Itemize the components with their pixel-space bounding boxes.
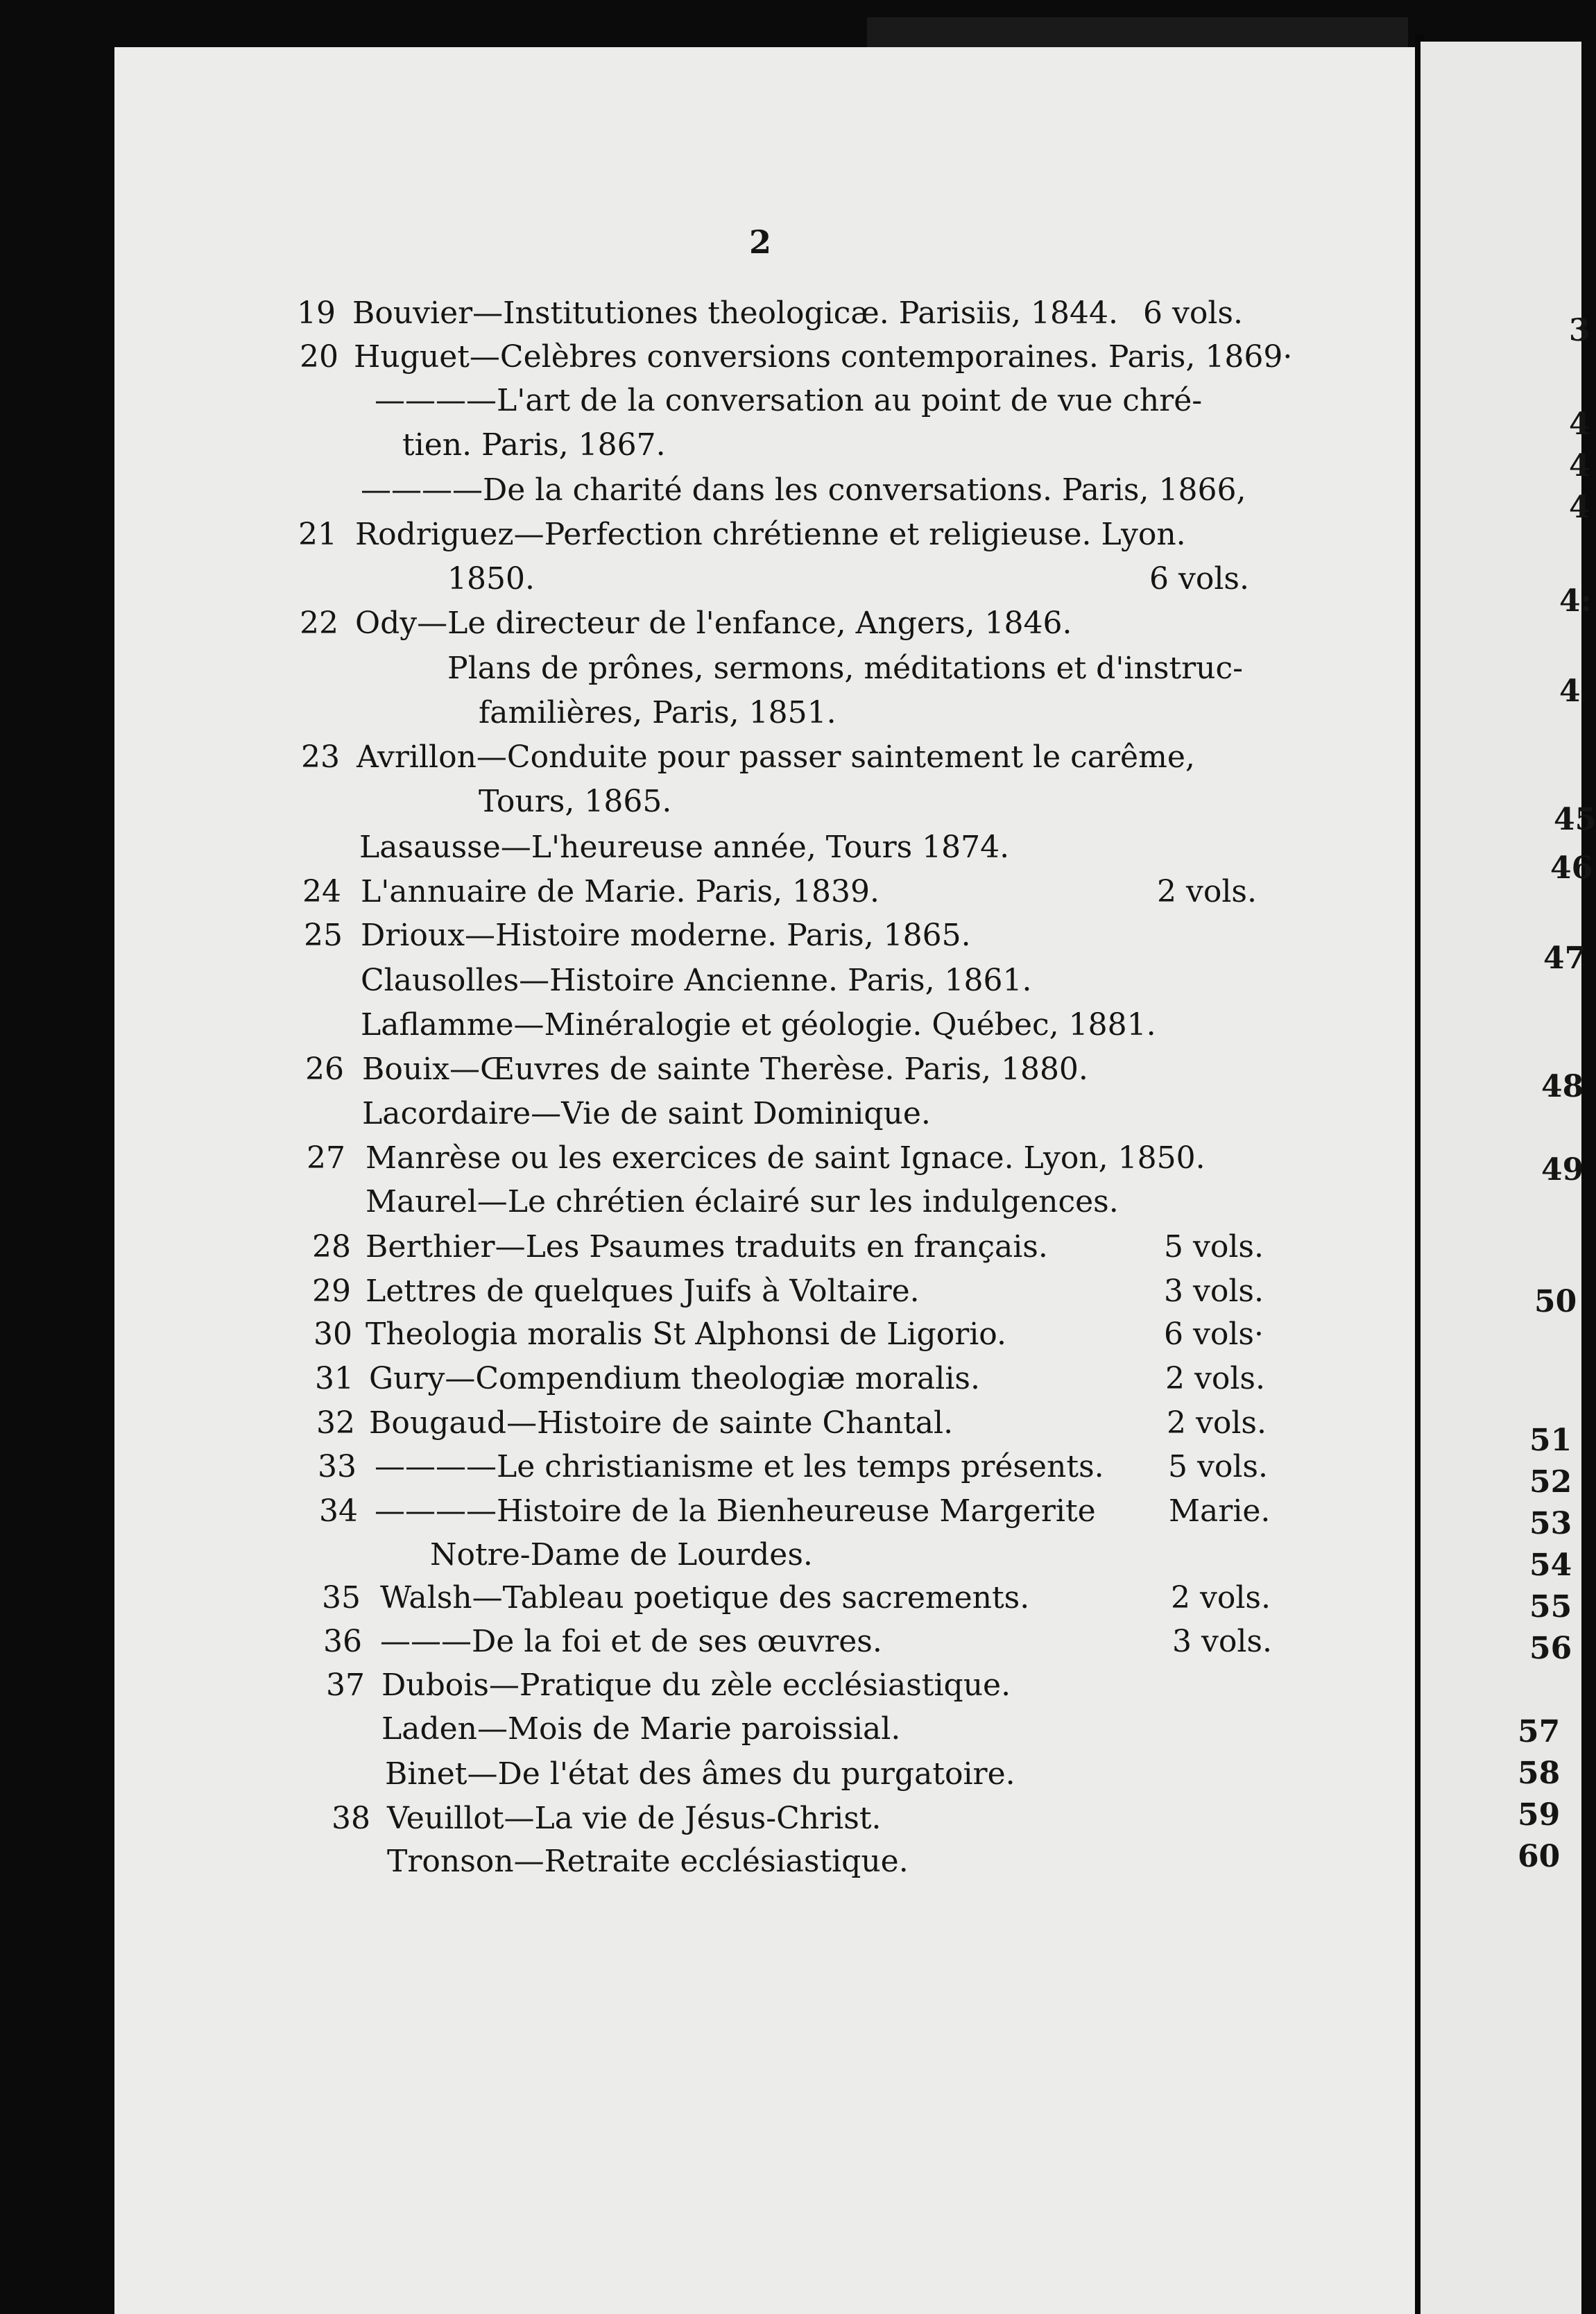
entry-number: 20 xyxy=(300,339,338,375)
entry-number: 35 xyxy=(322,1580,361,1615)
entry-text: ————Le christianisme et les temps présents. xyxy=(375,1449,1104,1484)
right-page-entry-number: 4 xyxy=(1569,448,1590,483)
entry-text: Gury—Compendium theologiæ moralis. xyxy=(369,1361,980,1396)
right-page-entry-number: 52 xyxy=(1529,1464,1572,1500)
entry-number: 37 xyxy=(326,1668,365,1703)
entry-number: 33 xyxy=(318,1449,357,1484)
entry-number: 22 xyxy=(300,606,338,641)
entry-number: 28 xyxy=(312,1229,351,1265)
entry-number: 25 xyxy=(304,918,343,953)
right-page-entry-number: 4: xyxy=(1559,583,1592,619)
entry-text: familières, Paris, 1851. xyxy=(479,695,836,730)
entry-text: Rodriguez—Perfection chrétienne et religieuse. Lyon. xyxy=(355,517,1186,552)
entry-number: 34 xyxy=(319,1493,358,1529)
entry-volumes: 2 vols. xyxy=(1165,1361,1265,1396)
right-page-entry-number: 58 xyxy=(1518,1756,1561,1791)
entry-volumes: 6 vols. xyxy=(1143,295,1243,331)
entry-text: Berthier—Les Psaumes traduits en français. xyxy=(366,1229,1048,1265)
entry-number: 19 xyxy=(297,295,336,331)
entry-text: Lettres de quelques Juifs à Voltaire. xyxy=(366,1274,920,1309)
entry-text: Notre-Dame de Lourdes. xyxy=(430,1537,813,1572)
entry-text: Bougaud—Histoire de sainte Chantal. xyxy=(369,1405,954,1441)
right-page-entry-number: 50 xyxy=(1534,1284,1577,1319)
right-page-entry-number: 4 xyxy=(1569,406,1590,442)
right-page-entry-number: 45 xyxy=(1554,802,1596,837)
entry-text: Clausolles—Histoire Ancienne. Paris, 1861. xyxy=(361,963,1032,998)
entry-volumes: 2 vols. xyxy=(1157,874,1257,909)
entry-volumes: 3 vols. xyxy=(1164,1274,1264,1309)
entry-text: Huguet—Celèbres conversions contemporaines. Paris, 1869· xyxy=(354,339,1293,375)
entry-text: tien. Paris, 1867. xyxy=(402,427,666,463)
right-page-entry-number: 55 xyxy=(1529,1589,1572,1625)
entry-text: Laden—Mois de Marie paroissial. xyxy=(381,1711,901,1747)
entry-number: 29 xyxy=(312,1274,351,1309)
entry-text: ————L'art de la conversation au point de vue chré- xyxy=(375,383,1203,418)
entry-text: Ody—Le directeur de l'enfance, Angers, 1846. xyxy=(355,606,1072,641)
entry-text: Drioux—Histoire moderne. Paris, 1865. xyxy=(361,918,971,953)
entry-text: Maurel—Le chrétien éclairé sur les indulgences. xyxy=(366,1184,1119,1219)
entry-volumes: 2 vols. xyxy=(1171,1580,1271,1615)
entry-text: ————De la charité dans les conversations. Paris, 1866, xyxy=(361,472,1246,508)
entry-text: Bouix—Œuvres de sainte Therèse. Paris, 1880. xyxy=(362,1052,1088,1087)
entry-text: ———De la foi et de ses œuvres. xyxy=(380,1624,882,1659)
right-page-entry-number: 49 xyxy=(1541,1152,1584,1188)
right-page-entry-number: 47 xyxy=(1543,941,1586,976)
right-page-entry-number: 51 xyxy=(1529,1423,1572,1458)
entry-number: 31 xyxy=(315,1361,354,1396)
right-page-entry-number: 54 xyxy=(1529,1548,1572,1583)
entry-text: Manrèse ou les exercices de saint Ignace. Lyon, 1850. xyxy=(366,1140,1205,1176)
entry-volumes: 6 vols. xyxy=(1149,561,1249,597)
entry-volumes: Marie. xyxy=(1169,1493,1271,1529)
entry-volumes: 6 vols· xyxy=(1164,1317,1264,1352)
entry-text: 1850. xyxy=(447,561,535,597)
entry-number: 24 xyxy=(302,874,341,909)
right-page-entry-number: 56 xyxy=(1529,1631,1572,1666)
entry-number: 38 xyxy=(332,1801,370,1836)
entry-number: 26 xyxy=(305,1052,344,1087)
right-page-entry-number: 53 xyxy=(1529,1506,1572,1541)
right-page-entry-number: 59 xyxy=(1518,1797,1561,1833)
entry-number: 30 xyxy=(314,1317,352,1352)
entry-text: Laflamme—Minéralogie et géologie. Québec, 1881. xyxy=(361,1007,1156,1043)
entry-text: Lasausse—L'heureuse année, Tours 1874. xyxy=(359,830,1010,865)
entry-text: Veuillot—La vie de Jésus-Christ. xyxy=(387,1801,882,1836)
entry-text: Dubois—Pratique du zèle ecclésiastique. xyxy=(381,1668,1011,1703)
right-page-entry-number: 46 xyxy=(1550,850,1593,886)
entry-text: Lacordaire—Vie de saint Dominique. xyxy=(362,1096,931,1131)
right-page-entry-number: 60 xyxy=(1518,1839,1561,1874)
entry-text: ————Histoire de la Bienheureuse Margerite xyxy=(375,1493,1096,1529)
entry-number: 23 xyxy=(301,739,340,775)
entry-number: 32 xyxy=(316,1405,355,1441)
entry-volumes: 2 vols. xyxy=(1167,1405,1267,1441)
entry-volumes: 3 vols. xyxy=(1172,1624,1272,1659)
right-page-entry-number: 4 xyxy=(1559,674,1581,709)
entry-number: 36 xyxy=(323,1624,362,1659)
entry-number: 21 xyxy=(298,517,337,552)
entry-text: L'annuaire de Marie. Paris, 1839. xyxy=(361,874,879,909)
entry-text: Bouvier—Institutiones theologicæ. Parisiis, 1844. xyxy=(352,295,1118,331)
entry-text: Walsh—Tableau poetique des sacrements. xyxy=(380,1580,1030,1615)
right-page-entry-number: 3 xyxy=(1569,313,1590,348)
entry-text: Avrillon—Conduite pour passer saintement le carême, xyxy=(357,739,1195,775)
right-page-entry-number: 4 xyxy=(1569,490,1590,525)
right-page-entry-number: 48 xyxy=(1541,1069,1584,1104)
entry-text: Theologia moralis St Alphonsi de Ligorio. xyxy=(366,1317,1006,1352)
entry-volumes: 5 vols. xyxy=(1164,1229,1264,1265)
entry-volumes: 5 vols. xyxy=(1168,1449,1268,1484)
entry-text: Plans de prônes, sermons, méditations et d'instruc- xyxy=(447,651,1243,686)
right-page-entry-number: 57 xyxy=(1518,1714,1561,1749)
entry-text: Tours, 1865. xyxy=(479,784,672,819)
entry-text: Tronson—Retraite ecclésiastique. xyxy=(387,1844,909,1879)
entry-text: Binet—De l'état des âmes du purgatoire. xyxy=(385,1756,1015,1792)
page-number: 2 xyxy=(749,223,772,261)
entry-number: 27 xyxy=(307,1140,345,1176)
